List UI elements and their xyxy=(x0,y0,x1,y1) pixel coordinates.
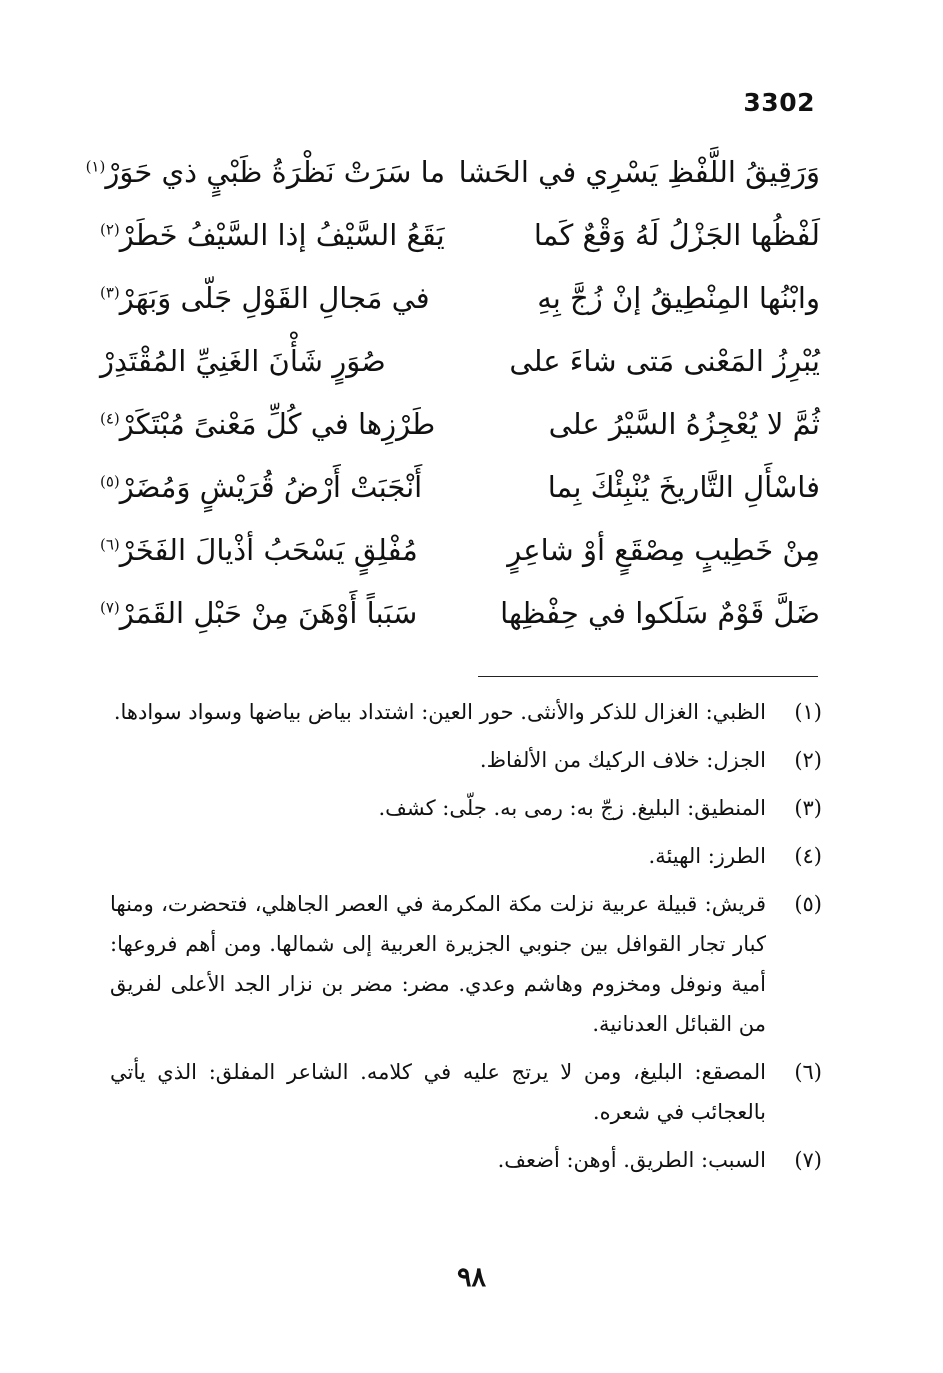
verse-second-hemistich-text: صُوَرٍ شَأْنَ الغَنِيِّ المُقْتَدِرْ xyxy=(100,343,386,378)
footnote xyxy=(110,836,822,876)
footnote-number: (٣) xyxy=(794,796,822,820)
verse-second-hemistich xyxy=(100,470,445,504)
footnote xyxy=(110,692,822,732)
page-number: ٩٨ xyxy=(456,1262,486,1293)
verse xyxy=(100,266,820,329)
footnote-number: (٧) xyxy=(794,1148,822,1172)
verse-second-hemistich xyxy=(100,596,445,630)
footnote-text: الطرز: الهيئة. xyxy=(648,844,766,868)
verse xyxy=(100,518,820,581)
verse-second-hemistich-text: في مَجالِ القَوْلِ جَلّى وَبَهَرْ xyxy=(119,280,430,315)
footnote-text: قريش: قبيلة عربية نزلت مكة المكرمة في العصر الجاهلي، فتحضرت، ومنها كبار تجار القوافل بين جنوبي الجزيرة العربية إلى شمالها. ومن أهم فروعها: أمية ونوفل ومخزوم وهاشم وعدي. مضر: مضر بن نزار الجد الأعلى لفريق من القبائل العدنانية. xyxy=(110,892,766,1036)
verse-second-hemistich-text: مُفْلِقٍ يَسْحَبُ أذْيالَ الفَخَرْ xyxy=(119,532,418,567)
footnote-number: (٢) xyxy=(794,748,822,772)
footnote xyxy=(110,788,822,828)
verse-first-hemistich: فاسْأَلِ التَّاريخَ يُنْبِئْكَ بِما xyxy=(547,469,820,504)
verse-second-hemistich xyxy=(100,281,445,315)
verse-second-hemistich xyxy=(100,218,445,252)
verse-second-hemistich xyxy=(100,533,445,567)
footnote-number: (٥) xyxy=(794,892,822,916)
footnote-text: المصقع: البليغ، ومن لا يرتج عليه في كلامه. الشاعر المفلق: الذي يأتي بالعجائب في شعره. xyxy=(110,1060,766,1124)
verse-first-hemistich: لَفْظُها الجَزْلُ لَهُ وَقْعٌ كَما xyxy=(533,217,820,252)
verse-second-hemistich-text: يَقَعُ السَّيْفُ إذا السَّيْفُ خَطَرْ xyxy=(119,217,445,252)
footnote-reference: (٤) xyxy=(100,408,120,427)
footnote-number: (٦) xyxy=(794,1060,822,1084)
verse xyxy=(100,392,820,455)
footnote xyxy=(110,740,822,780)
verse-second-hemistich xyxy=(100,407,445,441)
footnote-text: المنطيق: البليغ. زجّ به: رمى به. جلّى: كشف. xyxy=(378,796,766,820)
verse xyxy=(100,329,820,392)
footnote-reference: (١) xyxy=(85,156,106,175)
footnote-reference: (٢) xyxy=(100,219,120,238)
verse-second-hemistich-text: سَبَباً أَوْهَنَ مِنْ حَبْلِ القَمَرْ xyxy=(119,595,418,630)
verse xyxy=(100,455,820,518)
footnote-reference: (٦) xyxy=(100,534,120,553)
verse-second-hemistich-text: أَنْجَبَتْ أَرْضُ قُرَيْشٍ وَمُضَرْ xyxy=(119,469,423,504)
poem-number: 3302 xyxy=(743,88,815,117)
footnote-number: (٤) xyxy=(794,844,822,868)
verse xyxy=(100,203,820,266)
verse-first-hemistich: مِنْ خَطِيبٍ مِصْقَعٍ أوْ شاعِرٍ xyxy=(507,532,820,567)
verse xyxy=(85,140,820,203)
footnote xyxy=(110,1140,822,1180)
footnote-reference: (٣) xyxy=(100,282,120,301)
verse-first-hemistich: ثُمَّ لا يُعْجِزُهُ السَّيْرُ على xyxy=(548,406,820,441)
footnote-separator xyxy=(478,676,818,677)
footnote-text: السبب: الطريق. أوهن: أضعف. xyxy=(497,1148,766,1172)
verse-first-hemistich: وَرَقِيقُ اللَّفْظِ يَسْرِي في الحَشا xyxy=(458,154,820,189)
verse-second-hemistich-text: ما سَرَتْ نَظْرَةُ ظَبْيٍ ذي حَوَرْ xyxy=(105,154,445,189)
footnotes xyxy=(110,692,822,1188)
footnote-number: (١) xyxy=(794,700,822,724)
footnote xyxy=(110,1052,822,1132)
footnote-text: الجزل: خلاف الركيك من الألفاظ. xyxy=(479,748,766,772)
verse-first-hemistich: ضَلَّ قَوْمٌ سَلَكوا في حِفْظِها xyxy=(500,595,820,630)
verse-second-hemistich xyxy=(85,154,445,189)
poem xyxy=(85,140,820,644)
verse-second-hemistich xyxy=(100,344,445,378)
footnote-reference: (٥) xyxy=(100,471,120,490)
verse-first-hemistich: يُبْرِزُ المَعْنى مَتى شاءَ على xyxy=(509,343,820,378)
footnote-text: الظبي: الغزال للذكر والأنثى. حور العين: اشتداد بياض بياضها وسواد سوادها. xyxy=(113,700,766,724)
verse xyxy=(100,581,820,644)
footnote-reference: (٧) xyxy=(100,597,120,616)
verse-first-hemistich: وابْنُها المِنْطِيقُ إنْ زُجَّ بِهِ xyxy=(537,280,820,315)
verse-second-hemistich-text: طَرْزِها في كُلِّ مَعْنىً مُبْتَكَرْ xyxy=(119,406,436,441)
footnote xyxy=(110,884,822,1044)
